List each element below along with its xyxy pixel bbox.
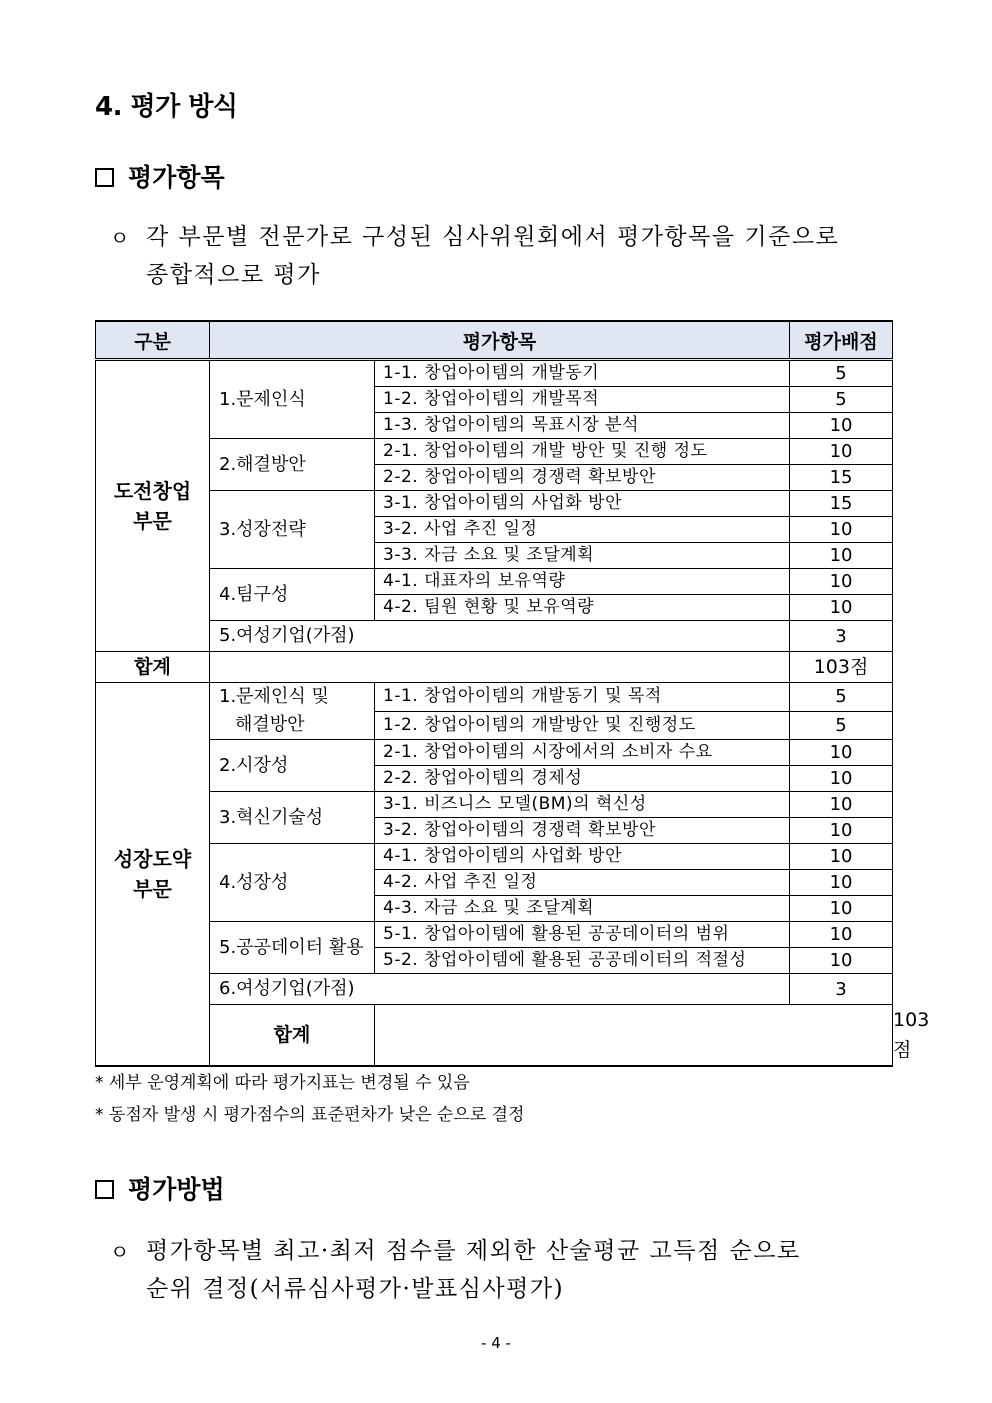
score-cell: 10 bbox=[790, 766, 893, 792]
item-cell: 3-2. 사업 추진 일정 bbox=[375, 517, 790, 543]
note-1: * 세부 운영계획에 따라 평가지표는 변경될 수 있음 bbox=[95, 1073, 470, 1093]
item-cell: 1-1. 창업아이템의 개발동기 및 목적 bbox=[375, 683, 790, 712]
category-label: 성장도약 bbox=[113, 847, 192, 871]
table-row bbox=[96, 683, 893, 712]
note-2: * 동점자 발생 시 평가점수의 표준편차가 낮은 순으로 결정 bbox=[95, 1105, 525, 1125]
category-label: 도전창업 bbox=[113, 479, 192, 503]
category-label: 부문 bbox=[133, 877, 172, 901]
item-cell: 4-2. 팀원 현황 및 보유역량 bbox=[375, 595, 790, 621]
score-cell: 15 bbox=[790, 465, 893, 491]
group-cell: 3.혁신기술성 bbox=[210, 792, 375, 844]
page-number: - 4 - bbox=[481, 1334, 511, 1352]
table-header-row bbox=[96, 321, 893, 360]
item-cell: 5-2. 창업아이템에 활용된 공공데이터의 적절성 bbox=[375, 948, 790, 974]
item-cell: 2-2. 창업아이템의 경제성 bbox=[375, 766, 790, 792]
group-cell: 5.공공데이터 활용 bbox=[210, 922, 375, 974]
score-cell: 10 bbox=[790, 439, 893, 465]
method-heading-text: 평가방법 bbox=[128, 1175, 225, 1204]
category-label: 부문 bbox=[133, 509, 172, 533]
criteria-line2: 종합적으로 평가 bbox=[146, 262, 321, 288]
score-cell: 10 bbox=[790, 792, 893, 818]
criteria-line1: 각 부문별 전문가로 구성된 심사위원회에서 평가항목을 기준으로 bbox=[146, 224, 840, 250]
header-category: 구분 bbox=[96, 321, 210, 360]
item-cell: 4-1. 대표자의 보유역량 bbox=[375, 569, 790, 595]
score-cell: 3 bbox=[790, 621, 893, 652]
score-cell: 5 bbox=[790, 711, 893, 740]
score-cell: 10 bbox=[790, 818, 893, 844]
table-row bbox=[96, 740, 893, 766]
score-cell: 10 bbox=[790, 896, 893, 922]
item-cell: 3-3. 자금 소요 및 조달계획 bbox=[375, 543, 790, 569]
table-row bbox=[96, 360, 893, 387]
table-row bbox=[96, 491, 893, 517]
item-cell: 3-2. 창업아이템의 경쟁력 확보방안 bbox=[375, 818, 790, 844]
criteria-heading bbox=[95, 158, 225, 194]
group-cell: 2.시장성 bbox=[210, 740, 375, 792]
group-cell: 1.문제인식 bbox=[210, 360, 375, 439]
total-label: 합계 bbox=[210, 1005, 375, 1067]
total-row: 합계 103점 bbox=[96, 1005, 893, 1067]
table-row bbox=[96, 569, 893, 595]
item-cell: 1-1. 창업아이템의 개발동기 bbox=[375, 360, 790, 387]
total-empty bbox=[210, 652, 790, 683]
category-cell bbox=[96, 360, 210, 652]
header-score: 평가배점 bbox=[790, 321, 893, 360]
criteria-heading-text: 평가항목 bbox=[128, 163, 225, 192]
score-cell: 10 bbox=[790, 922, 893, 948]
table-row bbox=[96, 621, 893, 652]
item-cell: 3-1. 창업아이템의 사업화 방안 bbox=[375, 491, 790, 517]
section-title: 4. 평가 방식 bbox=[95, 92, 238, 122]
score-cell: 10 bbox=[790, 543, 893, 569]
item-cell: 2-2. 창업아이템의 경쟁력 확보방안 bbox=[375, 465, 790, 491]
item-cell: 4-2. 사업 추진 일정 bbox=[375, 870, 790, 896]
score-cell: 10 bbox=[790, 413, 893, 439]
item-cell: 1-3. 창업아이템의 목표시장 분석 bbox=[375, 413, 790, 439]
table-row bbox=[96, 844, 893, 870]
total-score: 103점 bbox=[790, 652, 893, 683]
group-cell: 2.해결방안 bbox=[210, 439, 375, 491]
group-label: 해결방안 bbox=[235, 714, 305, 735]
table-row bbox=[96, 439, 893, 465]
checkbox-square-icon bbox=[95, 1180, 114, 1199]
score-cell: 5 bbox=[790, 683, 893, 712]
method-line2: 순위 결정(서류심사평가·발표심사평가) bbox=[146, 1276, 565, 1302]
group-label: 1.문제인식 및 bbox=[219, 686, 329, 707]
evaluation-table bbox=[95, 320, 930, 1067]
item-cell: 1-2. 창업아이템의 개발목적 bbox=[375, 387, 790, 413]
group-cell: 3.성장전략 bbox=[210, 491, 375, 569]
bonus-cell: 5.여성기업(가점) bbox=[210, 621, 790, 652]
method-line1: 평가항목별 최고·최저 점수를 제외한 산술평균 고득점 순으로 bbox=[146, 1238, 801, 1264]
group-cell: 4.팀구성 bbox=[210, 569, 375, 621]
method-bullet: ㅇ bbox=[110, 1240, 130, 1264]
score-cell: 10 bbox=[790, 948, 893, 974]
score-cell: 3 bbox=[790, 974, 893, 1005]
item-cell: 1-2. 창업아이템의 개발방안 및 진행정도 bbox=[375, 711, 790, 740]
header-criteria: 평가항목 bbox=[210, 321, 790, 360]
table-row bbox=[96, 792, 893, 818]
score-cell: 10 bbox=[790, 595, 893, 621]
category-cell bbox=[96, 683, 210, 1067]
group-cell: 4.성장성 bbox=[210, 844, 375, 922]
item-cell: 5-1. 창업아이템에 활용된 공공데이터의 범위 bbox=[375, 922, 790, 948]
score-cell: 10 bbox=[790, 517, 893, 543]
score-cell: 10 bbox=[790, 740, 893, 766]
item-cell: 2-1. 창업아이템의 시장에서의 소비자 수요 bbox=[375, 740, 790, 766]
score-cell: 5 bbox=[790, 360, 893, 387]
table-row bbox=[96, 922, 893, 948]
item-cell: 3-1. 비즈니스 모델(BM)의 혁신성 bbox=[375, 792, 790, 818]
score-cell: 10 bbox=[790, 870, 893, 896]
bonus-cell: 6.여성기업(가점) bbox=[210, 974, 790, 1005]
total-empty bbox=[375, 1005, 893, 1067]
total-row bbox=[96, 652, 893, 683]
method-heading bbox=[95, 1170, 225, 1206]
criteria-bullet: ㅇ bbox=[110, 226, 130, 250]
score-cell: 5 bbox=[790, 387, 893, 413]
group-cell bbox=[210, 683, 375, 740]
item-cell: 4-1. 창업아이템의 사업화 방안 bbox=[375, 844, 790, 870]
score-cell: 15 bbox=[790, 491, 893, 517]
item-cell: 2-1. 창업아이템의 개발 방안 및 진행 정도 bbox=[375, 439, 790, 465]
total-label: 합계 bbox=[96, 652, 210, 683]
score-cell: 10 bbox=[790, 569, 893, 595]
checkbox-square-icon bbox=[95, 168, 114, 187]
score-cell: 10 bbox=[790, 844, 893, 870]
table-row bbox=[96, 974, 893, 1005]
item-cell: 4-3. 자금 소요 및 조달계획 bbox=[375, 896, 790, 922]
